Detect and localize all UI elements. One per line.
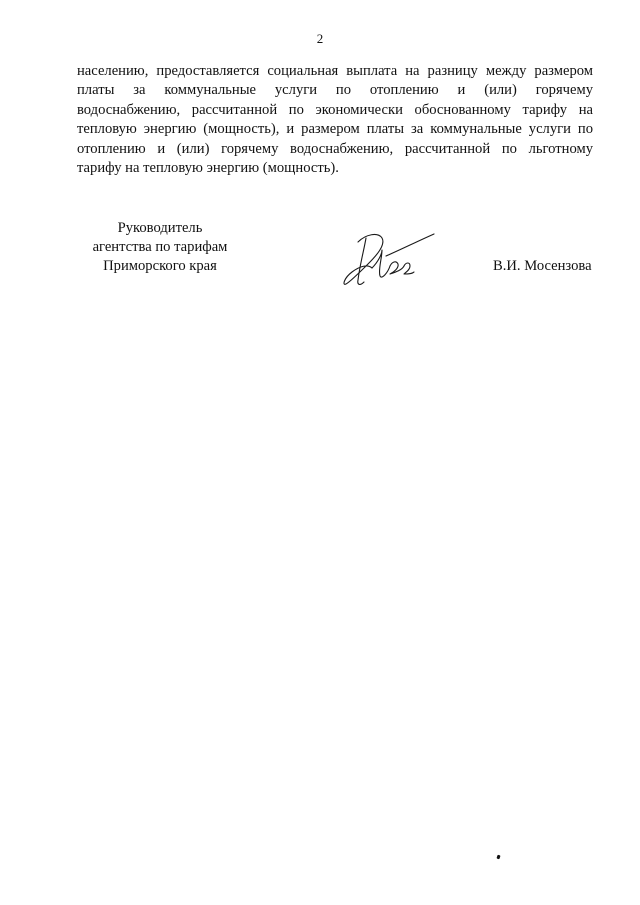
paragraph-line: водоснабжению, рассчитанной по экономически обоснованному тарифу на (77, 101, 593, 118)
signer-position (70, 219, 250, 276)
paragraph-line: населению, предоставляется социальная выплата на разницу между размером (77, 63, 593, 79)
page-number: 2 (316, 31, 324, 46)
paragraph-line: отоплению и (или) горячему водоснабжению, рассчитанной по льготному (77, 140, 593, 157)
handwritten-signature (338, 228, 442, 290)
signer-position-line: агентства по тарифам (92, 239, 228, 255)
ink-speck (496, 855, 500, 860)
signer-position-line: Приморского края (103, 258, 217, 274)
paragraph-line: тепловую энергию (мощность), и размером платы за коммунальные услуги по (77, 121, 593, 138)
paragraph-line: тарифу на тепловую энергию (мощность). (77, 160, 339, 177)
body-paragraph (77, 62, 593, 178)
signer-name: В.И. Мосензова (493, 258, 592, 274)
paragraph-line: платы за коммунальные услуги по отоплению и (или) горячему (77, 82, 593, 99)
signer-position-line: Руководитель (117, 220, 203, 236)
